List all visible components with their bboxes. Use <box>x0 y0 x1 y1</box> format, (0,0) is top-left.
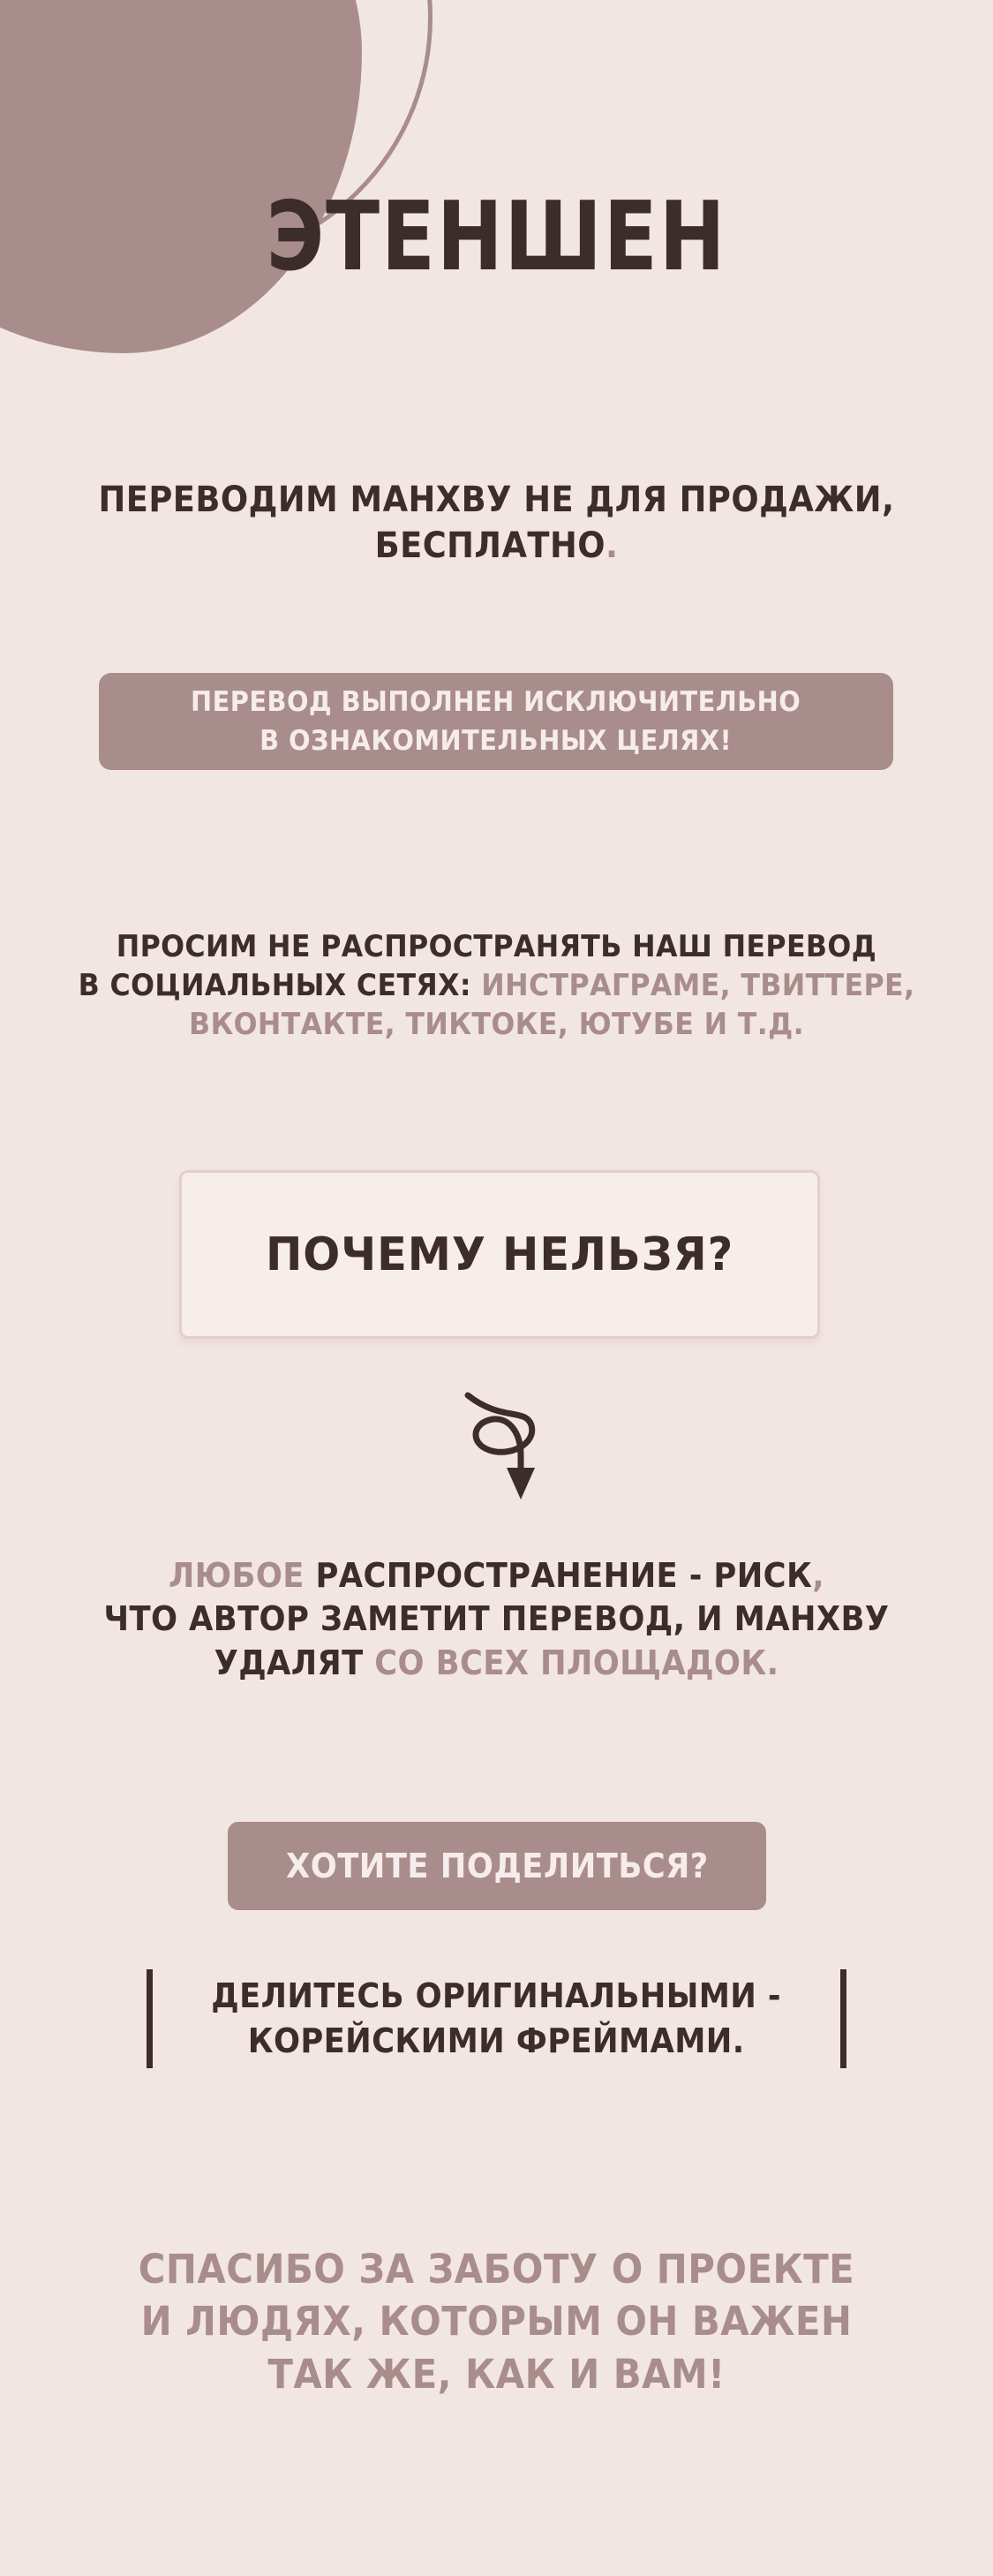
disclaimer-line-1: ПЕРЕВОД ВЫПОЛНЕН ИСКЛЮЧИТЕЛЬНО <box>191 685 801 718</box>
risk-line-1-soft: ЛЮБОЕ <box>168 1556 316 1595</box>
lead-line-2-dot: . <box>605 525 619 566</box>
why-box <box>179 1170 820 1339</box>
risk-text <box>34 1554 958 1685</box>
share-banner <box>228 1822 766 1910</box>
original-frames-block <box>0 1969 993 2068</box>
risk-line-3-soft: СО ВСЕХ ПЛОЩАДОК. <box>374 1643 779 1682</box>
request-line-3: ВКОНТАКТЕ, ТИКТОКЕ, ЮТУБЕ И Т.Д. <box>188 1007 805 1043</box>
request-text <box>34 927 958 1045</box>
thanks-line-3: ТАК ЖЕ, КАК И ВАМ! <box>267 2350 726 2398</box>
frames-line-1: ДЕЛИТЕСЬ ОРИГИНАЛЬНЫМИ - <box>211 1975 782 2015</box>
disclaimer-banner <box>99 673 893 770</box>
left-bar-divider <box>147 1969 153 2068</box>
lead-line-1: ПЕРЕВОДИМ МАНХВУ НЕ ДЛЯ ПРОДАЖИ, <box>98 480 895 520</box>
disclaimer-line-2: В ОЗНАКОМИТЕЛЬНЫХ ЦЕЛЯХ! <box>260 725 733 757</box>
risk-line-1-dark: РАСПРОСТРАНЕНИЕ - РИСК <box>315 1556 813 1595</box>
request-line-2 <box>34 966 958 1005</box>
why-box-label: ПОЧЕМУ НЕЛЬЗЯ? <box>265 1228 734 1281</box>
request-line-2-dark: В СОЦИАЛЬНЫХ СЕТЯХ <box>78 968 460 1004</box>
risk-line-3 <box>34 1642 958 1685</box>
original-frames-text <box>212 1974 782 2065</box>
lead-line-2-main: БЕСПЛАТНО <box>374 525 606 566</box>
risk-line-3-dark: УДАЛЯТ <box>214 1643 375 1682</box>
disclaimer-banner-text <box>191 683 801 760</box>
lead-line-2 <box>40 523 953 569</box>
lead-text <box>40 477 953 569</box>
share-banner-label: ХОТИТЕ ПОДЕЛИТЬСЯ? <box>285 1847 709 1885</box>
thanks-line-1: СПАСИБО ЗА ЗАБОТУ О ПРОЕКТЕ <box>138 2246 855 2293</box>
decorative-blob-shape <box>0 0 362 353</box>
thanks-text <box>34 2243 958 2400</box>
risk-line-2: ЧТО АВТОР ЗАМЕТИТ ПЕРЕВОД, И МАНХВУ <box>103 1599 890 1639</box>
curly-down-arrow-icon <box>417 1386 575 1519</box>
frames-line-2: КОРЕЙСКИМИ ФРЕЙМАМИ. <box>248 2021 745 2060</box>
right-bar-divider <box>840 1969 846 2068</box>
risk-line-1-tail: , <box>812 1556 825 1595</box>
request-line-1: ПРОСИМ НЕ РАСПРОСТРАНЯТЬ НАШ ПЕРЕВОД <box>116 929 877 964</box>
thanks-line-2: И ЛЮДЯХ, КОТОРЫМ ОН ВАЖЕН <box>140 2298 853 2346</box>
risk-line-1 <box>34 1554 958 1598</box>
request-line-2-soft: ИНСТРАГРАМЕ, ТВИТТЕРЕ, <box>481 968 915 1004</box>
page-title: ЭТЕНШЕН <box>266 182 727 292</box>
request-line-2-separator: : <box>459 968 482 1004</box>
